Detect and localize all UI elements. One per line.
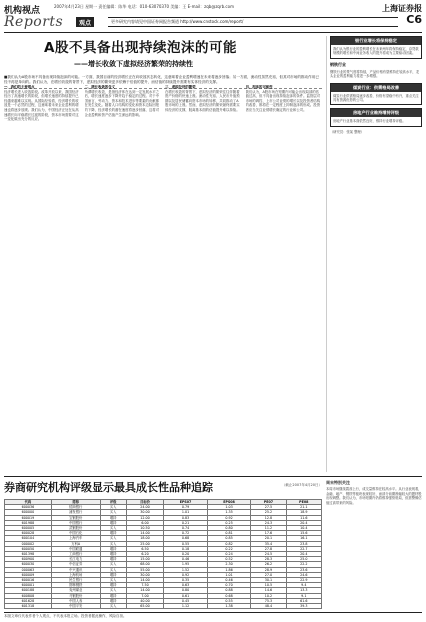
table-cell: 600005 xyxy=(5,526,52,531)
sidebar xyxy=(326,36,422,472)
table-cell: 7.50 xyxy=(126,583,163,588)
table-cell: 0.35 xyxy=(164,578,208,583)
column-text: 我们认为，A股市场在短期内可能会出现局部的估值过高，但不具备出现持续泡沫的条件。监管层对市场的调控、上市公司业绩的增长以及投资者结构的改善，都将在一定程度上抑制泡沫的形成。投资者应当关注业绩增长确定的行业和公司。 xyxy=(245,89,321,112)
table-cell: 中信证券 xyxy=(51,562,100,567)
table-cell: 0.63 xyxy=(164,583,208,588)
table-cell: 26.2 xyxy=(251,562,286,567)
table-cell: 20.4 xyxy=(286,552,321,557)
table-cell: 28.3 xyxy=(251,557,286,562)
table-cell: 600188 xyxy=(5,588,52,593)
table-header-cell: 简称 xyxy=(51,500,100,505)
table-cell: 600028 xyxy=(5,531,52,536)
table-cell: 增持 xyxy=(100,552,126,557)
table-cell: 25.0 xyxy=(286,557,321,562)
table-cell: 13.3 xyxy=(286,588,321,593)
newspaper-logo: 上海证券报 xyxy=(382,3,422,13)
table-cell: 0.81 xyxy=(207,531,251,536)
table-cell: 买入 xyxy=(100,604,126,609)
table-header-cell: PE07 xyxy=(251,500,286,505)
table-cell: 中国银行 xyxy=(51,520,100,525)
table-cell: 9.4 xyxy=(286,583,321,588)
table-cell: 61.6 xyxy=(286,598,321,603)
table-cell: 增持 xyxy=(100,515,126,520)
table-cell: 买入 xyxy=(100,562,126,567)
table-cell: 1.38 xyxy=(207,604,251,609)
table-cell: 0.61 xyxy=(164,593,208,598)
table-cell: 宝钢股份 xyxy=(51,515,100,520)
table-cell: 75.3 xyxy=(251,598,286,603)
table-cell: 600036 xyxy=(5,505,52,510)
table-cell: 000002 xyxy=(5,541,52,546)
table-cell: 600001 xyxy=(5,583,52,588)
table-cell: 增持 xyxy=(100,598,126,603)
table-cell: 12.00 xyxy=(126,515,163,520)
sidebar-box-title: 煤炭行业：供需格局改善 xyxy=(331,84,421,92)
table-cell: 增持 xyxy=(100,583,126,588)
table-cell: 600104 xyxy=(5,536,52,541)
table-cell: 1.95 xyxy=(164,562,208,567)
table-cell: 0.85 xyxy=(207,536,251,541)
table-cell: 买入 xyxy=(100,567,126,572)
table-cell: 马钢股份 xyxy=(51,593,100,598)
table-cell: 0.80 xyxy=(164,588,208,593)
masthead xyxy=(4,3,422,31)
table-cell: 20.1 xyxy=(251,536,286,541)
table-cell: 18.00 xyxy=(126,536,163,541)
lead-article xyxy=(4,36,322,92)
sidebar-text: 钢铁行业的景气度将持续，产品价格有望维持在较高水平，龙头企业的盈利能力将进一步增强。 xyxy=(330,69,420,79)
table-cell: 18.9 xyxy=(286,510,321,515)
table-cell: 24.5 xyxy=(251,552,286,557)
sidebar-box-text: 房地产行业基本面依然良好，维持行业增持评级。 xyxy=(333,119,406,124)
table-cell: 1.86 xyxy=(207,567,251,572)
table-cell: 1.01 xyxy=(164,510,208,515)
rating-table-section xyxy=(4,479,322,609)
table-cell: 27.8 xyxy=(251,546,286,551)
table-sidebar-title: 周末特别关注 xyxy=(326,480,350,485)
section-label: 观点 xyxy=(76,17,94,27)
headline: A股不具备出现持续泡沫的可能 xyxy=(44,40,237,56)
table-note: （截止2007年4月20日） xyxy=(281,483,322,487)
sidebar-box-title: 房地产行业维持增持评级 xyxy=(331,109,421,117)
table-cell: 600000 xyxy=(5,510,52,515)
table-cell: 买入 xyxy=(100,510,126,515)
table-cell: 0.82 xyxy=(207,541,251,546)
table-cell: 中国联通 xyxy=(51,546,100,551)
table-cell: 浦发银行 xyxy=(51,510,100,515)
table-row xyxy=(5,604,322,609)
table-cell: 邯郸钢铁 xyxy=(51,583,100,588)
table-cell: 20.4 xyxy=(286,520,321,525)
table-cell: 27.0 xyxy=(251,572,286,577)
table-cell: 增持 xyxy=(100,572,126,577)
table-cell: 600016 xyxy=(5,578,52,583)
table-cell: 600009 xyxy=(5,572,52,577)
table-cell: 万科A xyxy=(51,541,100,546)
table-header-cell: 评级 xyxy=(100,500,126,505)
table-cell: 上海汽车 xyxy=(51,536,100,541)
article-summary: ■我们认为A股市场不具备出现持续泡沫的可能。一方面，我国目前的经济增长正在向收敛状态转化，这意味着企业盈利增速在未来将逐步回落；另一方面，流动性虽然充裕，但其对市场的推动作用已经不再是单向的。我们认为，在增长收敛的背景下，虚拟经济的繁荣更多依赖于估值的提升，而估值的持续提升需要有实体经济的支撑。 xyxy=(4,75,319,84)
table-cell: 9.1 xyxy=(286,593,321,598)
table-cell: 民生银行 xyxy=(51,578,100,583)
table-cell: 24.3 xyxy=(251,520,286,525)
table-cell: 兖州煤业 xyxy=(51,588,100,593)
table-cell: 15.6 xyxy=(286,531,321,536)
table-cell: 40.00 xyxy=(126,598,163,603)
sidebar-box-text: 我们认为银行业的盈利增长在未来两年将保持稳定，存贷款规模的增长和中间业务收入的提升将成为主要驱动因素。 xyxy=(333,47,419,56)
table-cell: 上海机场 xyxy=(51,572,100,577)
table-title: 券商研究机构评级显示最具成长性品种追踪 xyxy=(4,481,213,494)
masthead-bar: 更多研究内容请见中国证券网报告频道 http://www.cnstock.com/report/ xyxy=(108,17,398,27)
table-cell: 2.30 xyxy=(207,562,251,567)
table-cell: 买入 xyxy=(100,526,126,531)
table-cell: 601628 xyxy=(5,598,52,603)
table-cell: 23.6 xyxy=(286,567,321,572)
table-cell: 25.2 xyxy=(251,510,286,515)
table-cell: 增持 xyxy=(100,593,126,598)
table-cell: 0.72 xyxy=(164,531,208,536)
table-cell: 0.18 xyxy=(164,546,208,551)
table-cell: 0.46 xyxy=(164,557,208,562)
table-cell: 30.00 xyxy=(126,510,163,515)
table-cell: 0.24 xyxy=(207,552,251,557)
table-header-cell: 代码 xyxy=(5,500,52,505)
sidebar-box xyxy=(330,83,422,106)
table-header-cell: 目标价 xyxy=(126,500,163,505)
table-cell: 68.00 xyxy=(126,562,163,567)
table-cell: 27.5 xyxy=(251,505,286,510)
table-cell: 15.00 xyxy=(126,557,163,562)
article-column xyxy=(165,85,242,473)
table-cell: 22.9 xyxy=(286,578,321,583)
article-column xyxy=(246,85,323,473)
table-cell: 中国平安 xyxy=(51,604,100,609)
table-cell: 0.55 xyxy=(164,541,208,546)
table-cell: 0.92 xyxy=(207,515,251,520)
masthead-rule xyxy=(4,32,422,33)
column-heading: 一、我们的主要观点 xyxy=(4,85,35,89)
table-cell: 买入 xyxy=(100,541,126,546)
table-header-cell: PE08 xyxy=(286,500,321,505)
table-cell: 买入 xyxy=(100,588,126,593)
table-cell: 1.01 xyxy=(207,572,251,577)
table-cell: 601318 xyxy=(5,604,52,609)
table-body xyxy=(5,505,322,609)
table-cell: 武钢股份 xyxy=(51,526,100,531)
paper-section-name: 机构视点 xyxy=(4,6,41,16)
table-cell: 601398 xyxy=(5,552,52,557)
table-sidebar xyxy=(326,479,422,607)
table-cell: 24.00 xyxy=(126,505,163,510)
table-cell: 25.00 xyxy=(126,541,163,546)
table-cell: 23.8 xyxy=(286,541,321,546)
table-cell: 0.79 xyxy=(164,505,208,510)
table-cell: 买入 xyxy=(100,578,126,583)
table-cell: 1.03 xyxy=(207,505,251,510)
column-text: 在增长收敛的背景下，虚拟经济的繁荣往往伴随着资产价格的快速上涨。流动性充裕、人民币升值预期以及居民储蓄向资本市场的转移，共同推动了A股市场的上涨。然而，虚拟经济的繁荣最终需要实体经济的支撑，脱离基本面的估值提升难以持续。 xyxy=(165,89,240,112)
table-cell: 0.80 xyxy=(207,526,251,531)
table-header-cell: EPS08 xyxy=(207,500,251,505)
column-heading: 三、虚拟经济的繁荣 xyxy=(165,85,196,89)
section-rule xyxy=(4,476,422,477)
table-cell: 6.00 xyxy=(126,520,163,525)
sidebar-box-title: 银行业增长将保持稳定 xyxy=(331,37,421,45)
table-cell: 增持 xyxy=(100,531,126,536)
article-body xyxy=(4,85,322,473)
table-cell: 增持 xyxy=(100,546,126,551)
table-cell: 000063 xyxy=(5,567,52,572)
table-cell: 17.6 xyxy=(251,531,286,536)
table-cell: 0.92 xyxy=(164,572,208,577)
table-sidebar-text: 本周市场继续震荡上行，成交量维持在较高水平。从行业表现看，金融、地产、钢铁等板块表现较好，而部分前期涨幅较大的题材股出现调整。我们认为，市场短期内仍将维持强势格局，但需警惕估值过高带来的风险。 xyxy=(326,487,422,505)
table-cell: 长江电力 xyxy=(51,557,100,562)
table-cell: 6.20 xyxy=(126,552,163,557)
table-cell: 14.00 xyxy=(126,531,163,536)
table-cell: 10.50 xyxy=(126,526,163,531)
table-cell: 39.3 xyxy=(286,604,321,609)
table-cell: 55.00 xyxy=(126,567,163,572)
table-cell: 0.83 xyxy=(164,515,208,520)
table-cell: 35.4 xyxy=(251,541,286,546)
table-cell: 601988 xyxy=(5,520,52,525)
table-cell: 10.2 xyxy=(251,593,286,598)
table-cell: 0.70 xyxy=(207,583,251,588)
table-cell: 28.9 xyxy=(251,567,286,572)
column-text: 经济增长进入收敛阶段。改革开放以来，我国经济经历了高速增长的阶段，但增长速度的持续提升已经越来越难以实现。从国际经验看，经济增长的收敛是一个必然的过程，这意味着未来企业盈利的增速也将逐步放缓。我们认为，中国经济正处在从高速增长向平稳增长过渡的阶段，资本市场需要对这一变化做出充分的反应。 xyxy=(4,89,79,122)
table-cell: 0.88 xyxy=(207,588,251,593)
table-cell: 600900 xyxy=(5,557,52,562)
table-cell: 0.55 xyxy=(207,598,251,603)
table-cell: 0.52 xyxy=(207,557,251,562)
table-cell: 48.4 xyxy=(251,604,286,609)
table-cell: 600050 xyxy=(5,546,52,551)
page-number: C6 xyxy=(406,13,422,26)
table-cell: 600019 xyxy=(5,515,52,520)
table-cell: 11.2 xyxy=(251,526,286,531)
table-cell: 30.00 xyxy=(126,572,163,577)
table-cell: 14.00 xyxy=(126,588,163,593)
table-cell: 16.1 xyxy=(286,536,321,541)
column-heading: 四、泡沫的可能性 xyxy=(245,85,273,89)
column-heading: 二、增长收敛的含义 xyxy=(84,85,116,89)
table-cell: 0.21 xyxy=(164,520,208,525)
table-cell: 买入 xyxy=(100,536,126,541)
article-column xyxy=(4,85,81,473)
sidebar-box-text: 煤炭行业供需格局逐步改善，价格有望稳中有升，重点关注具有资源优势的公司。 xyxy=(333,93,419,103)
table-cell: 21.1 xyxy=(286,505,321,510)
table-cell: 65.00 xyxy=(126,604,163,609)
table-cell: 7.00 xyxy=(126,593,163,598)
table-cell: 10.4 xyxy=(286,526,321,531)
table-cell: 0.45 xyxy=(164,598,208,603)
table-header-cell: EPS07 xyxy=(164,500,208,505)
article-column xyxy=(85,85,162,473)
table-cell: 12.8 xyxy=(251,515,286,520)
table-cell: 24.6 xyxy=(286,572,321,577)
table-cell: 0.68 xyxy=(164,536,208,541)
sidebar-source: （研究员：张某 整理） xyxy=(330,129,365,134)
sidebar-heading: 钢铁行业 xyxy=(330,61,346,67)
table-cell: 600030 xyxy=(5,562,52,567)
table-cell: 买入 xyxy=(100,505,126,510)
table-cell: 中国石化 xyxy=(51,531,100,536)
reports-title: Reports xyxy=(4,14,64,30)
table-cell: 14.6 xyxy=(251,588,286,593)
table-cell: 30.1 xyxy=(251,578,286,583)
page-footer: 本版文章仅代表作者个人观点，不代表本报立场。投资者据此操作，风险自担。 xyxy=(4,612,422,619)
table-cell: 0.46 xyxy=(207,578,251,583)
table-cell: 0.20 xyxy=(164,552,208,557)
table-cell: 0.74 xyxy=(164,526,208,531)
table-cell: 工商银行 xyxy=(51,552,100,557)
table-cell: 0.22 xyxy=(207,546,251,551)
table-cell: 11.6 xyxy=(286,515,321,520)
sidebar-box xyxy=(330,36,422,59)
table-cell: 14.00 xyxy=(126,578,163,583)
table-cell: 招商银行 xyxy=(51,505,100,510)
table-cell: 中兴通讯 xyxy=(51,567,100,572)
table-cell: 中国人寿 xyxy=(51,598,100,603)
table-cell: 600808 xyxy=(5,593,52,598)
table-cell: 1.35 xyxy=(207,510,251,515)
table-cell: 增持 xyxy=(100,520,126,525)
subheadline: ——增长收敛下虚拟经济繁荣的持续性 xyxy=(74,60,193,68)
table-cell: 增持 xyxy=(100,557,126,562)
table-cell: 1.52 xyxy=(164,567,208,572)
table-cell: 22.2 xyxy=(286,562,321,567)
sidebar-box xyxy=(330,108,422,126)
rating-table xyxy=(4,499,322,609)
table-cell: 6.50 xyxy=(126,546,163,551)
column-text: 所谓增长收敛，是指经济体在达到一定发展水平之后，增长速度逐步下降并趋于稳定的过程。对于中国而言，劳动力、资本和技术进步等要素的贡献都在发生变化。随着人口结构的变化和资本边际回报的下降，经济增长的潜在速度将逐步回落，这将对企业盈利和资产估值产生深远的影响。 xyxy=(84,89,160,117)
table-cell: 10.5 xyxy=(251,583,286,588)
table-cell: 0.25 xyxy=(207,520,251,525)
issue-info: 2007年4月23日 星期一 责任编辑：陈华 电话：010-63070370 美编：王 E-mail：zqb@zqrb.com xyxy=(54,4,234,9)
table-cell: 22.7 xyxy=(286,546,321,551)
table-cell: 0.68 xyxy=(207,593,251,598)
table-cell: 1.12 xyxy=(164,604,208,609)
